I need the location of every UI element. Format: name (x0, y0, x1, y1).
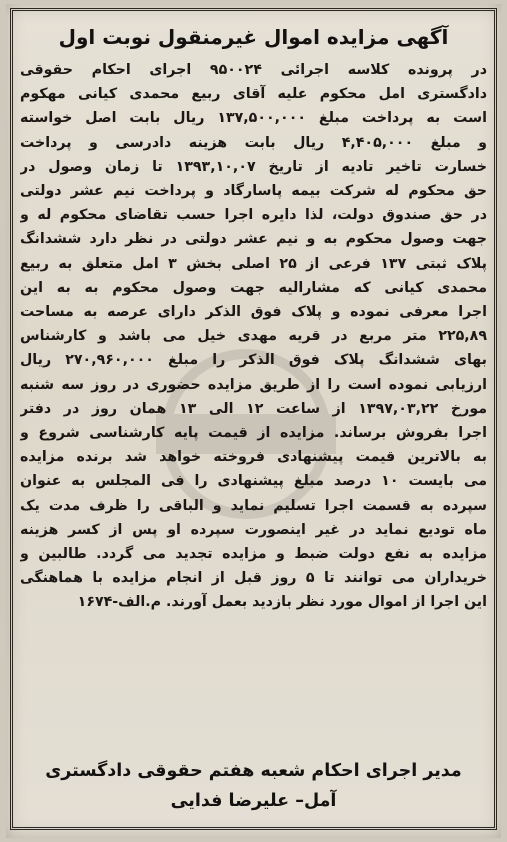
notice-body-line: مورخ ۱۳۹۷,۰۳,۲۲ از ساعت ۱۲ الی ۱۳ همان روز در دفتر (20, 400, 487, 417)
notice-body-line: اجرا بفروش برساند. مزایده از قیمت پایه کارشناسی شروع و (20, 425, 487, 442)
notice-body (20, 58, 487, 615)
notice-body-line: و مبلغ ۴,۴۰۵,۰۰۰ ریال بابت هزینه دادرسی و پرداخت (20, 134, 487, 151)
notice-body-line: جهت وصول محکوم به و نیم عشر دولتی در نظر دارد ششدانگ (20, 231, 487, 248)
notice-body-line: این اجرا از اموال مورد نظر بازدید بعمل آورند. م.الف-۱۶۷۴ (77, 594, 487, 611)
notice-body-line: در پرونده کلاسه اجرائی ۹۵۰۰۲۴ اجرای احکام حقوقی (20, 62, 487, 78)
notice-title: آگهی مزایده اموال غیرمنقول نوبت اول (58, 25, 449, 49)
notice-body-line: ماه تودیع نماید در غیر اینصورت سپرده او پس از کسر هزینه (20, 521, 487, 538)
notice-body-line: دادگستری امل محکوم علیه آقای ربیع محمدی کیانی مهکوم (20, 86, 487, 103)
notice-body-line: بهای ششدانگ پلاک فوق الذکر را مبلغ ۲۷۰,۹۶۰,۰۰۰ ریال (20, 352, 487, 369)
notice-body-line: است به پرداخت مبلغ ۱۳۷,۵۰۰,۰۰۰ ریال بابت اصل خواسته (20, 110, 487, 127)
notice-body-line: پلاک ثبتی ۱۳۷ فرعی از ۲۵ اصلی بخش ۳ امل متعلق به ربیع (20, 255, 487, 272)
notice-body-line: ارزیابی نموده است را از طریق مزایده حضوری در روز سه شنبه (20, 376, 487, 393)
notice-body-line: حق محکوم له شرکت بیمه پاسارگاد و پرداخت نیم عشر دولتی (20, 183, 487, 200)
signature-block (16, 756, 491, 816)
notice-body-line: می بایست ۱۰ درصد مبلغ پیشنهادی را فی المجلس به عنوان (20, 473, 487, 490)
newspaper-clipping (6, 4, 501, 838)
notice-body-line: خسارت تاخیر تادیه از تاریخ ۱۳۹۳,۱۰,۰۷ تا زمان وصول در (20, 158, 487, 175)
notice-body-line: در حق صندوق دولت، لذا دایره اجرا حسب تقاضای محکوم له و (20, 207, 487, 224)
notice-body-line: مزایده به نفع دولت ضبط و مزایده تجدید می گردد. طالبین و (20, 546, 487, 563)
notice-body-line: محمدی کیانی که مشارالیه جهت وصول محکوم به به این (20, 279, 487, 296)
notice-body-line: اجرا معرفی نموده و پلاک فوق الذکر دارای عرصه به مساحت (20, 304, 487, 321)
notice-body-line: ۲۲۵,۸۹ متر مربع در قریه مهدی خیل می باشد و کارشناس (20, 328, 487, 345)
notice-body-line: به بالاترین قیمت پیشنهادی فروخته خواهد شد برنده مزایده (20, 449, 487, 466)
notice-body-line: سپرده به قسمت اجرا تسلیم نماید و الباقی را ظرف مدت یک (20, 497, 487, 514)
notice-body-line: خریداران می توانند تا ۵ روز قبل از انجام مزایده با هماهنگی (20, 570, 487, 587)
signature-title: مدیر اجرای احکام شعبه هفتم حقوقی دادگستری (45, 761, 462, 781)
signature-name: آمل– علیرضا فدایی (170, 791, 337, 811)
